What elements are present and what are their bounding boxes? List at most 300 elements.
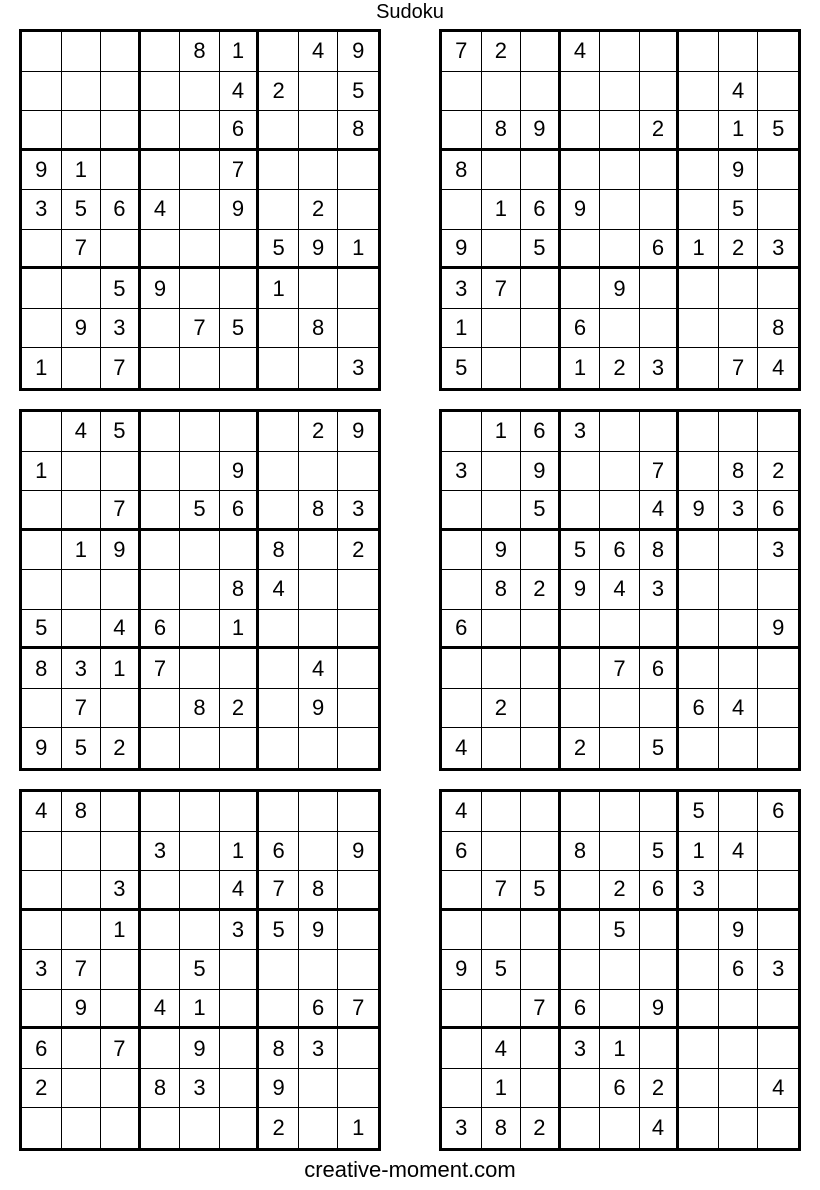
empty-cell [101,832,141,872]
given-cell: 1 [482,412,522,452]
empty-cell [600,412,640,452]
given-cell: 7 [141,649,181,689]
empty-cell [719,309,759,349]
given-cell: 7 [180,309,220,349]
given-cell: 2 [299,412,339,452]
given-cell: 6 [141,610,181,650]
empty-cell [600,1108,640,1148]
empty-cell [338,610,378,650]
empty-cell [338,911,378,951]
empty-cell [22,412,62,452]
empty-cell [62,871,102,911]
given-cell: 8 [62,792,102,832]
empty-cell [141,531,181,571]
given-cell: 5 [259,911,299,951]
given-cell: 5 [62,728,102,768]
empty-cell [600,990,640,1030]
given-cell: 4 [101,610,141,650]
given-cell: 9 [561,570,601,610]
empty-cell [719,412,759,452]
given-cell: 5 [220,309,260,349]
empty-cell [640,151,680,191]
empty-cell [758,728,798,768]
empty-cell [521,151,561,191]
given-cell: 1 [482,1069,522,1109]
given-cell: 2 [640,111,680,151]
empty-cell [758,151,798,191]
empty-cell [180,72,220,112]
given-cell: 7 [640,452,680,492]
given-cell: 5 [180,491,220,531]
given-cell: 4 [220,871,260,911]
given-cell: 4 [640,491,680,531]
given-cell: 8 [299,309,339,349]
empty-cell [600,32,640,72]
given-cell: 6 [521,412,561,452]
empty-cell [22,1108,62,1148]
empty-cell [442,1069,482,1109]
empty-cell [600,792,640,832]
given-cell: 1 [600,1029,640,1069]
empty-cell [521,531,561,571]
empty-cell [22,911,62,951]
given-cell: 9 [22,728,62,768]
given-cell: 1 [220,832,260,872]
empty-cell [141,348,181,388]
given-cell: 5 [640,728,680,768]
empty-cell [679,190,719,230]
empty-cell [561,911,601,951]
given-cell: 4 [758,1069,798,1109]
given-cell: 3 [640,348,680,388]
empty-cell [600,950,640,990]
empty-cell [679,911,719,951]
empty-cell [62,452,102,492]
empty-cell [600,689,640,729]
empty-cell [101,72,141,112]
empty-cell [101,111,141,151]
empty-cell [22,689,62,729]
empty-cell [180,792,220,832]
given-cell: 1 [22,452,62,492]
empty-cell [719,570,759,610]
footer-website: creative-moment.com [304,1157,516,1182]
empty-cell [62,1108,102,1148]
given-cell: 8 [482,1108,522,1148]
empty-cell [561,792,601,832]
given-cell: 4 [640,1108,680,1148]
empty-cell [640,412,680,452]
given-cell: 9 [180,1029,220,1069]
empty-cell [22,230,62,270]
given-cell: 8 [640,531,680,571]
given-cell: 5 [22,610,62,650]
empty-cell [521,610,561,650]
empty-cell [338,1069,378,1109]
given-cell: 2 [338,531,378,571]
given-cell: 9 [521,452,561,492]
given-cell: 4 [141,990,181,1030]
given-cell: 5 [561,531,601,571]
empty-cell [679,32,719,72]
empty-cell [180,269,220,309]
given-cell: 1 [220,610,260,650]
empty-cell [442,570,482,610]
empty-cell [338,792,378,832]
empty-cell [141,491,181,531]
given-cell: 9 [758,610,798,650]
given-cell: 2 [299,190,339,230]
empty-cell [482,452,522,492]
empty-cell [141,911,181,951]
empty-cell [101,230,141,270]
empty-cell [679,950,719,990]
empty-cell [141,570,181,610]
empty-cell [259,491,299,531]
empty-cell [180,111,220,151]
given-cell: 1 [719,111,759,151]
empty-cell [141,230,181,270]
given-cell: 9 [62,990,102,1030]
empty-cell [299,111,339,151]
given-cell: 3 [62,649,102,689]
empty-cell [299,531,339,571]
given-cell: 1 [101,911,141,951]
given-cell: 9 [338,32,378,72]
empty-cell [259,190,299,230]
empty-cell [640,610,680,650]
empty-cell [62,832,102,872]
empty-cell [600,190,640,230]
empty-cell [482,230,522,270]
empty-cell [299,610,339,650]
empty-cell [719,871,759,911]
empty-cell [299,1108,339,1148]
given-cell: 8 [22,649,62,689]
empty-cell [679,72,719,112]
empty-cell [62,1029,102,1069]
empty-cell [220,412,260,452]
empty-cell [561,950,601,990]
given-cell: 5 [521,491,561,531]
given-cell: 7 [442,32,482,72]
empty-cell [180,911,220,951]
empty-cell [442,649,482,689]
empty-cell [22,32,62,72]
given-cell: 3 [101,871,141,911]
empty-cell [22,269,62,309]
empty-cell [719,1069,759,1109]
empty-cell [679,412,719,452]
empty-cell [220,269,260,309]
given-cell: 5 [62,190,102,230]
given-cell: 7 [101,348,141,388]
empty-cell [482,491,522,531]
given-cell: 6 [220,111,260,151]
empty-cell [338,1029,378,1069]
empty-cell [442,531,482,571]
empty-cell [521,950,561,990]
sudoku-grid-2 [439,29,801,391]
empty-cell [679,151,719,191]
sudoku-grid-5 [19,789,381,1151]
empty-cell [679,1069,719,1109]
given-cell: 9 [719,151,759,191]
given-cell: 7 [220,151,260,191]
given-cell: 7 [482,269,522,309]
empty-cell [561,230,601,270]
empty-cell [640,190,680,230]
empty-cell [180,348,220,388]
given-cell: 9 [442,230,482,270]
given-cell: 9 [220,190,260,230]
empty-cell [141,950,181,990]
given-cell: 8 [180,32,220,72]
given-cell: 6 [521,190,561,230]
given-cell: 5 [442,348,482,388]
given-cell: 1 [62,151,102,191]
empty-cell [220,531,260,571]
given-cell: 1 [338,230,378,270]
given-cell: 6 [220,491,260,531]
given-cell: 4 [22,792,62,832]
empty-cell [719,728,759,768]
empty-cell [640,269,680,309]
empty-cell [22,832,62,872]
empty-cell [180,728,220,768]
empty-cell [719,792,759,832]
empty-cell [758,32,798,72]
empty-cell [442,412,482,452]
empty-cell [22,72,62,112]
given-cell: 9 [220,452,260,492]
given-cell: 6 [640,871,680,911]
empty-cell [259,610,299,650]
given-cell: 2 [719,230,759,270]
empty-cell [521,72,561,112]
empty-cell [299,151,339,191]
given-cell: 8 [482,111,522,151]
given-cell: 8 [259,531,299,571]
given-cell: 3 [299,1029,339,1069]
empty-cell [141,871,181,911]
empty-cell [521,832,561,872]
empty-cell [521,269,561,309]
empty-cell [719,990,759,1030]
empty-cell [758,269,798,309]
given-cell: 7 [600,649,640,689]
given-cell: 6 [719,950,759,990]
given-cell: 8 [719,452,759,492]
given-cell: 8 [180,689,220,729]
empty-cell [521,1069,561,1109]
empty-cell [22,491,62,531]
empty-cell [62,570,102,610]
given-cell: 1 [679,832,719,872]
empty-cell [442,111,482,151]
given-cell: 9 [22,151,62,191]
empty-cell [679,990,719,1030]
empty-cell [482,911,522,951]
given-cell: 7 [719,348,759,388]
empty-cell [561,610,601,650]
empty-cell [561,111,601,151]
given-cell: 6 [758,491,798,531]
given-cell: 8 [561,832,601,872]
given-cell: 2 [259,1108,299,1148]
given-cell: 1 [352,1115,365,1141]
given-cell: 3 [220,911,260,951]
empty-cell [299,1069,339,1109]
given-cell: 3 [758,230,798,270]
empty-cell [220,649,260,689]
given-cell: 3 [141,832,181,872]
empty-cell [299,452,339,492]
given-cell: 9 [679,491,719,531]
empty-cell [758,72,798,112]
empty-cell [482,792,522,832]
empty-cell [62,610,102,650]
empty-cell [442,871,482,911]
empty-cell [679,309,719,349]
empty-cell [521,1029,561,1069]
empty-cell [561,1069,601,1109]
empty-cell [600,72,640,112]
empty-cell [259,950,299,990]
empty-cell [180,151,220,191]
given-cell: 4 [600,570,640,610]
given-cell: 5 [640,832,680,872]
empty-cell [259,309,299,349]
given-cell: 6 [640,649,680,689]
given-cell: 8 [259,1029,299,1069]
empty-cell [141,728,181,768]
empty-cell [521,649,561,689]
empty-cell [220,1029,260,1069]
given-cell: 8 [758,309,798,349]
empty-cell [679,531,719,571]
given-cell: 1 [22,348,62,388]
given-cell: 9 [62,309,102,349]
empty-cell [338,689,378,729]
empty-cell [259,990,299,1030]
given-cell: 4 [482,1029,522,1069]
given-cell: 4 [259,570,299,610]
empty-cell [180,190,220,230]
empty-cell [442,72,482,112]
empty-cell [141,412,181,452]
empty-cell [679,649,719,689]
given-cell: 9 [482,531,522,571]
empty-cell [338,151,378,191]
given-cell: 3 [22,950,62,990]
empty-cell [521,348,561,388]
empty-cell [561,689,601,729]
empty-cell [299,950,339,990]
empty-cell [141,32,181,72]
given-cell: 5 [521,230,561,270]
given-cell: 4 [772,355,785,381]
empty-cell [600,728,640,768]
empty-cell [101,452,141,492]
given-cell: 5 [521,871,561,911]
given-cell: 9 [338,412,378,452]
empty-cell [101,950,141,990]
empty-cell [62,1069,102,1109]
empty-cell [62,491,102,531]
given-cell: 2 [521,570,561,610]
empty-cell [600,832,640,872]
empty-cell [338,950,378,990]
empty-cell [141,309,181,349]
given-cell: 7 [62,950,102,990]
sudoku-grid-6 [439,789,801,1151]
empty-cell [719,1108,759,1148]
given-cell: 2 [640,1069,680,1109]
empty-cell [640,1029,680,1069]
empty-cell [600,309,640,349]
empty-cell [101,1069,141,1109]
given-cell: 4 [719,832,759,872]
empty-cell [719,269,759,309]
empty-cell [640,309,680,349]
empty-cell [758,190,798,230]
empty-cell [640,950,680,990]
empty-cell [482,649,522,689]
given-cell: 6 [101,190,141,230]
empty-cell [561,151,601,191]
given-cell: 7 [62,689,102,729]
empty-cell [180,570,220,610]
empty-cell [482,348,522,388]
given-cell: 4 [62,412,102,452]
given-cell: 9 [259,1069,299,1109]
given-cell: 5 [180,950,220,990]
empty-cell [719,610,759,650]
given-cell: 9 [299,230,339,270]
empty-cell [22,871,62,911]
empty-cell [640,32,680,72]
given-cell: 1 [482,190,522,230]
given-cell: 3 [758,950,798,990]
empty-cell [679,452,719,492]
given-cell: 3 [442,269,482,309]
empty-cell [600,230,640,270]
given-cell: 3 [338,491,378,531]
empty-cell [101,151,141,191]
given-cell: 9 [141,269,181,309]
empty-cell [259,151,299,191]
given-cell: 3 [640,570,680,610]
empty-cell [758,871,798,911]
given-cell: 2 [220,689,260,729]
empty-cell [640,689,680,729]
given-cell: 9 [719,911,759,951]
empty-cell [62,72,102,112]
empty-cell [299,728,339,768]
given-cell: 3 [22,190,62,230]
given-cell: 3 [758,531,798,571]
given-cell: 9 [442,950,482,990]
given-cell: 6 [600,531,640,571]
given-cell: 5 [600,911,640,951]
given-cell: 9 [101,531,141,571]
empty-cell [299,832,339,872]
given-cell: 5 [259,230,299,270]
sudoku-grid-3 [19,409,381,771]
empty-cell [101,32,141,72]
empty-cell [141,452,181,492]
